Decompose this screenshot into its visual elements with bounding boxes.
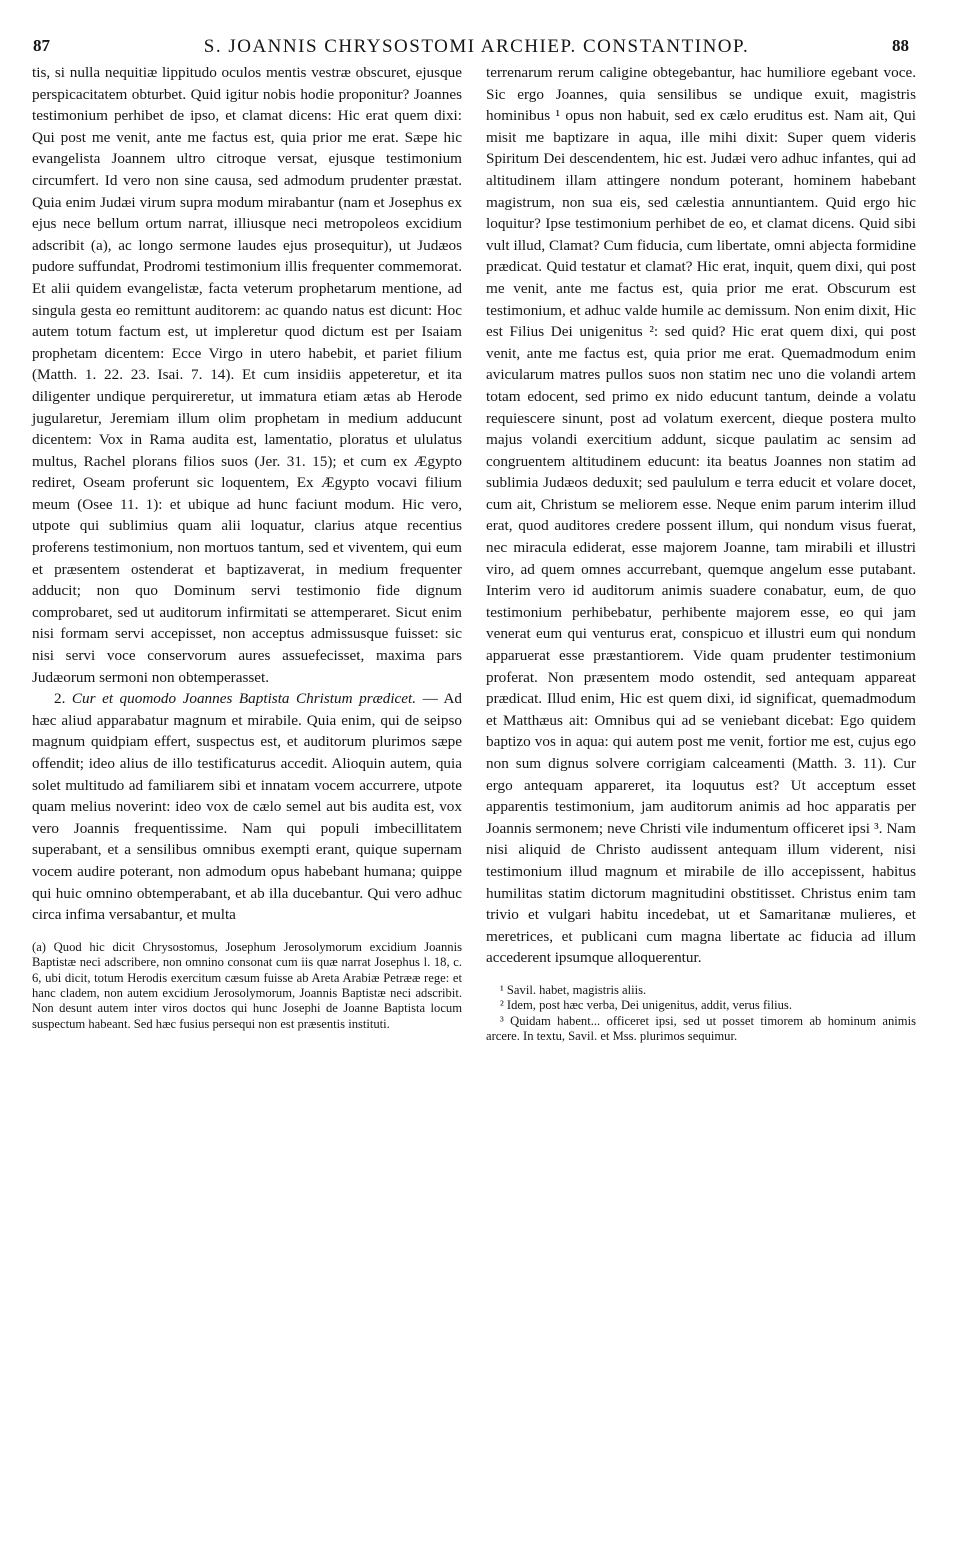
footnote-a: (a) Quod hic dicit Chrysostomus, Josephum Jerosolymorum excidium Joannis Baptistæ neci adscribere, non omnino consonat cum iis quæ narrat Josephus l. 18, c. 6, ubi dicit, totum Herodis exercitum cæsum fuisse ab Areta Arabiæ Petrææ rege: et hanc cladem, non autem excidium Jerosolymorum, Joannis Baptistæ neci adscribit. Non desunt autem inter viros doctos qui hunc Josephi de Joanne Baptista locum suspectum habeant. Sed hæc fusius persequi non est præsentis instituti. [32,939,462,1031]
footnote-2: ² Idem, post hæc verba, Dei unigenitus, addit, verus filius. [500,998,792,1013]
footnote-1: ¹ Savil. habet, magistris aliis. [500,982,647,997]
page-number-left: 87 [33,36,50,55]
section-2-text: — Ad hæc aliud apparabatur magnum et mirabile. Quia enim, qui de seipso magnum quidpiam effert, suspectus est, et auditorum plurimos sæpe offendit; ideo alius de illo testificaturus accedit. Alioquin autem, quia solet multitudo ad familiarem sibi et innatam vocem accurrere, utpote quam melius noverint: ideo vox de cælo semel aut bis audita est, vox vero Joannis frequentissime. Nam qui populi imbecillitatem superabant, et a sensilibus omnibus exempti erant, quique supernam vocem audire poterant, non admodum opus habebant humana; quippe qui huic omnino obtemperabant, et ab illa ducebantur. Qui vero adhuc circa infima versabantur, et multa [32,690,463,924]
footnote-3: ³ Quidam habent... officeret ipsi, sed ut posset timorem ab hominum animis arcere. In textu, Savil. et Mss. plurimos sequimur. [486,1013,916,1044]
page-header [0,0,953,56]
left-paragraph-1: tis, si nulla nequitiæ lippitudo oculos mentis vestræ obscuret, ejusque perspicacitatem obturbet. Quid igitur nobis hodie proponitur? Joannes testimonium perhibet de ipso, et clamat dicens: Hic erat quem dixi: Qui post me venit, ante me factus est, quia prior me erat. Sæpe hic evangelista Joannem ultro citroque versat, ejusque testimonium circumfert. Id vero non sine causa, sed admodum prudenter præstat. Quia enim Judæi virum supra modum mirabantur (nam et Josephus ex ejus nece bellum ortum narrat, illiusque neci metropoleos excidium adscribit (a), ac longo sermone laudes ejus prosequitur), ut Judæos pudore suffundat, Prodromi testimonium illis frequenter commemorat. Et alii quidem evangelistæ, facta veterum prophetarum mentione, ad singula gesta eo remittunt auditorem: ac quando natus est dicunt: Hoc autem totum factum est, ut impleretur quod dictum est per Isaiam prophetam dicentem: Ecce Virgo in utero habebit, et pariet filium (Matth. 1. 22. 23. Isai. 7. 14). Et cum insidiis appeteretur, et ita diligenter undique perquireretur, ut immatura etiam ætas ab Herode jugularetur, Jeremiam illum olim prophetam in medium adducunt dicentem: Vox in Rama audita est, lamentatio, ploratus et ululatus multus, Rachel plorans filios suos (Jer. 31. 15); et cum ex Ægypto rediret, Oseam proferunt sic loquentem, Ex Ægypto vocavi filium meum (Osee 11. 1): et ubique ad hunc faciunt modum. Hic vero, utpote qui sublimius quam alii loquatur, clarius atque recentius proferens testimonium, non mortuos tantum, sed et viventem, qui eum et præsentem ostenderat et baptizaverat, in medium frequenter adducit; non quo Dominum servi testimonio fide dignum comprobaret, sed ut auditorum infirmitati se attemperaret. Sicut enim nisi formam servi accepisset, non acceptus admissusque fuisset: sic nisi servi voce conservorum aures assuefecisset, maxima pars Judæorum sermoni non obtemperasset. [32,64,462,686]
section-2-paragraph [32,688,462,926]
section-number: 2. [54,690,66,708]
right-column [486,62,916,1045]
running-title: S. JOANNIS CHRYSOSTOMI ARCHIEP. CONSTANTINOP. [203,36,750,57]
footnotes [486,983,916,1045]
page-number-right: 88 [892,36,909,55]
left-column [32,62,462,1032]
right-paragraph-1: terrenarum rerum caligine obtegebantur, hac humiliore egebant voce. Sic ergo Joannes, quia sensilibus se undique exuit, magistris hominibus ¹ opus non habuit, sed ex cælo eruditus est. Nam ait, Qui misit me baptizare in aqua, ille mihi dixit: Super quem videris Spiritum Dei descendentem, hic est. Judæi vero adhuc infantes, qui ad altitudinem illam attingere nondum poterant, hominem habebant magistrum, non sua eis, sed cælestia annuntiantem. Quid ergo hic loquitur? Ipse testimonium perhibet de eo, et clamat dicens. Quid sibi vult illud, Clamat? Cum fiducia, cum libertate, omni abjecta formidine prædicat. Quid testatur et clamat? Hic erat, inquit, quem dixi, qui post me venit, ante me factus est, quia prior me erat. Obscurum est testimonium, et adhuc valde humile ac demissum. Non enim dixit, Hic est Filius Dei unigenitus ²: sed quid? Hic erat quem dixi, qui post venit, ante me factus est, quia prior me erat. Quemadmodum enim avicularum matres pullos suos non statim nec uno die volandi artem totam edocent, sed primo ex nido educunt tantum, deinde a volatu requiescere sinunt, post ad volatum exercent, dieque postera multo majus volandi exercitium addunt, sicque paulatim ac sensim ad congruentem altitudinem educunt: ita beatus Joannes non statim ad sublimia Judæos deduxit; sed paululum e terra educit et volare docet, cum ait, Christum se meliorem esse. Neque enim parum interim illud erat, quod auditores credere possent illum, qui nondum visus fuerat, nec miracula ediderat, esse majorem Joanne, tam mirabili et illustri viro, ad quem omnes accurrebant, quemque angelum esse putabant. Interim vero id auditorum animis suadere conabatur, eum, de quo testimonium perhibebatur, perhibente majorem esse, eo qui jam venerat eum qui venturus erat, conspicuo et illustri eum qui nondum apparuerat esse præstantiorem. Vide quam prudenter testimonium proferat. Non præsentem modo ostendit, sed antequam appareat prædicat. Illud enim, Hic est quem dixi, id significat, quemadmodum et Matthæus ait: Omnibus qui ad se veniebant dicebat: Ego quidem baptizo vos in aqua: qui autem post me venit, fortior me est, cujus ego non sum dignus solvere corrigiam calceamenti (Matth. 3. 11). Cur ergo antequam appareret, ita loquutus est? Ut acceptum esset apparentis testimonium, jam auditorum animis ad hoc apparatis per Joannis sermonem; neve Christi vile indumentum officeret ipsi ³. Nam nisi aliquid de Christo audissent antequam illum viderent, nisi testimonium illud magnum et mirabile de illo accepissent, habitus humilitas statim dictorum magnitudini obstitisset. Christus enim tam trivio et vulgari habitu incedebat, ut et Samaritanæ mulieres, et meretrices, et publicani cum magna libertate ac fiducia ad illum accederent ipsumque alloquerentur. [486,64,916,967]
section-heading: Cur et quomodo Joannes Baptista Christum prædicet. [71,690,417,708]
